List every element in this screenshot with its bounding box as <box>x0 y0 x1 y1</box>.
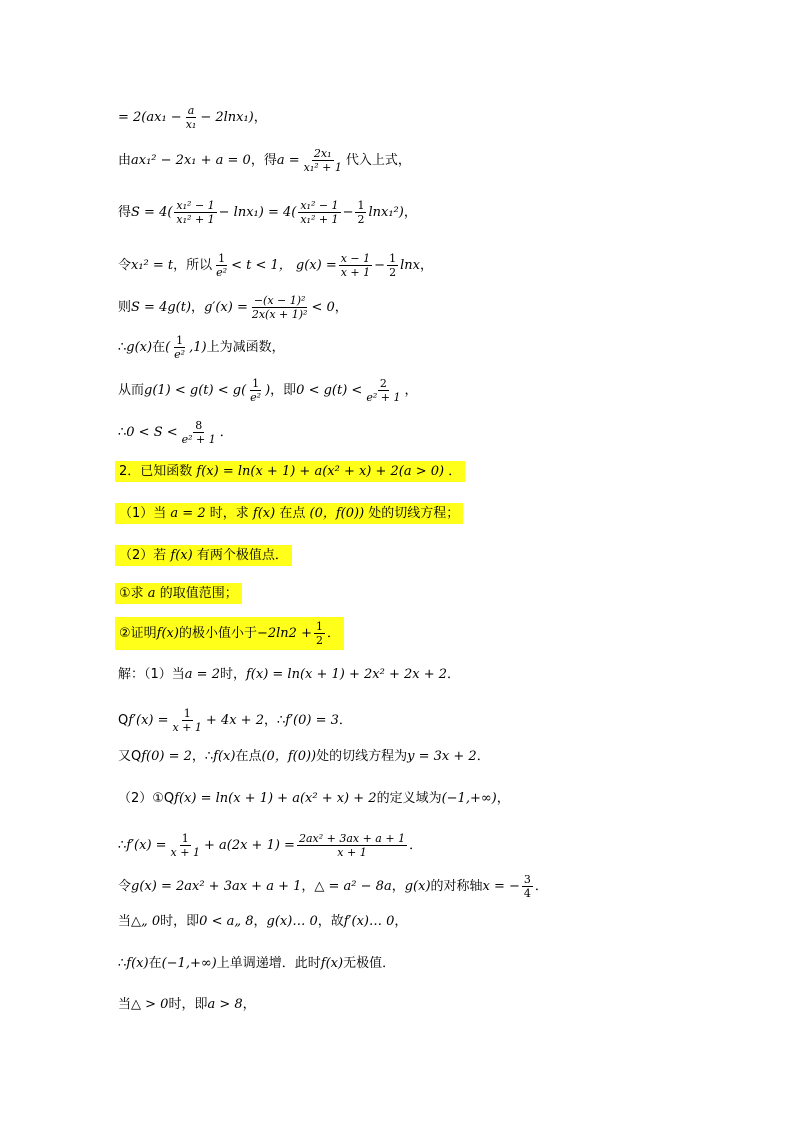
math-expr: − 2lnx₁) <box>200 110 254 125</box>
math-expr: g(1) < g(t) < g( <box>144 383 247 398</box>
math-expr: △„ 0 <box>131 914 161 929</box>
text: 时，即 <box>168 997 208 1012</box>
derivation-line-1 <box>118 105 267 130</box>
text: ∴ <box>118 340 127 355</box>
text: ∴ <box>118 956 127 971</box>
punct: ， <box>404 383 418 398</box>
text: 则 <box>118 300 132 315</box>
text: ，∴ <box>263 713 286 728</box>
fraction: $\frac{1}{2}$ <box>389 252 397 279</box>
fraction: $\frac{\text{−(x − 1)²}}{\text{2x(x + 1)²}}$ <box>251 294 308 321</box>
solution-line-5 <box>118 833 422 858</box>
math-expr: lnx₁²) <box>368 205 404 220</box>
math-expr: x₁² = t <box>131 258 174 273</box>
math-expr: a <box>147 586 156 601</box>
question-1 <box>118 503 463 524</box>
math-expr: g(x) = 2ax² + 3ax + a + 1 <box>131 879 302 894</box>
solution-line-4 <box>118 792 510 805</box>
fraction: $\frac{\text{x₁² − 1}}{\text{x₁² + 1}}$ <box>300 199 339 226</box>
math-expr: g(x) <box>404 879 431 894</box>
derivation-line-3 <box>118 200 417 225</box>
derivation-line-5 <box>118 295 348 320</box>
math-expr: − <box>374 258 386 273</box>
derivation-line-2 <box>118 148 411 173</box>
math-expr: f(x) <box>213 749 236 764</box>
punct: ， <box>334 300 348 315</box>
text: 代入上式， <box>345 153 411 168</box>
math-expr: − <box>342 205 354 220</box>
text: 的定义域为 <box>376 791 442 806</box>
text: 在 <box>152 340 166 355</box>
text: 解：（1）当 <box>118 667 185 682</box>
text: 又Q <box>118 749 142 764</box>
text: 2．已知函数 <box>119 464 193 479</box>
math-expr: lnx <box>400 258 420 273</box>
text: 在 <box>148 956 162 971</box>
math-expr: △ > 0 <box>131 997 169 1012</box>
text: ， <box>301 879 315 894</box>
text: 在点 <box>279 506 306 521</box>
math-expr: a = 2 <box>184 667 220 682</box>
derivation-line-8 <box>118 420 233 445</box>
math-expr: f(x) = ln(x + 1) + a(x² + x) + 2 <box>174 791 377 806</box>
highlight <box>115 545 292 566</box>
punct: ， <box>496 791 510 806</box>
highlight <box>115 503 463 524</box>
punct: ， <box>419 258 433 273</box>
math-expr: f(x) <box>320 956 344 971</box>
math-expr: f(0) = 2 <box>141 749 192 764</box>
math-expr: g′(x) = <box>204 300 248 315</box>
text: ，得 <box>250 153 277 168</box>
solution-line-7 <box>118 915 407 928</box>
math-expr: < 0 <box>311 300 335 315</box>
math-expr: (−1,+∞) <box>441 791 497 806</box>
fraction: $\frac{a}{\text{x₁}}$ <box>185 104 197 131</box>
text: 的取值范围； <box>159 586 238 601</box>
question-2 <box>118 545 292 566</box>
text: 处的切线方程为 <box>316 749 408 764</box>
text: 由 <box>118 153 132 168</box>
derivation-line-7 <box>118 378 417 403</box>
text: 令 <box>118 258 132 273</box>
math-expr: f(x) <box>252 506 276 521</box>
math-expr: ( <box>165 340 171 355</box>
math-expr: ax₁² − 2x₁ + a = 0 <box>131 153 251 168</box>
math-expr: f(x) = ln(x + 1) + a(x² + x) + 2(a > 0) <box>196 464 445 479</box>
text: 无极值． <box>343 956 396 971</box>
fraction: $\frac{x - 1}{x + 1}$ <box>340 252 371 279</box>
math-expr: a = 2 <box>170 506 206 521</box>
text: ，故 <box>317 914 344 929</box>
fraction: $\frac{1}{2}$ <box>357 199 365 226</box>
text: （1）当 <box>119 506 167 521</box>
punct: ， <box>394 914 408 929</box>
math-expr: △ = a² − 8a <box>314 879 392 894</box>
solution-line-6 <box>118 874 548 899</box>
math-expr: 0 < a„ 8 <box>199 914 254 929</box>
text: Q <box>118 713 129 728</box>
math-expr: f′(x) = <box>126 838 167 853</box>
punct: ， <box>403 205 417 220</box>
text: 时，即 <box>160 914 200 929</box>
text: ， <box>253 914 267 929</box>
punct: ． <box>476 749 490 764</box>
text: 上单调递增．此时 <box>216 956 321 971</box>
fraction: $\frac{1}{\text{e²}}$ <box>174 334 186 361</box>
math-expr: f(x) = ln(x + 1) + 2x² + 2x + 2 <box>245 667 448 682</box>
fraction: $\frac{3}{4}$ <box>523 873 531 900</box>
text: （2）①Q <box>118 791 175 806</box>
fraction: $\frac{\text{2ax² + 3ax + a + 1}}{x + 1}$ <box>298 832 406 859</box>
punct: ． <box>447 667 461 682</box>
math-expr: g(x) <box>126 340 153 355</box>
math-expr: < t < 1， g(x) = <box>231 258 337 273</box>
text: ，即 <box>270 383 297 398</box>
text: ， <box>191 300 205 315</box>
math-expr: + 4x + 2 <box>205 713 264 728</box>
math-expr: (0，f(0)) <box>261 749 317 764</box>
text: ∴ <box>118 838 127 853</box>
math-expr: (0，f(0)) <box>309 506 365 521</box>
text: 当 <box>118 914 132 929</box>
question-2b <box>118 617 344 650</box>
fraction: $\frac{\text{2x₁}}{\text{x₁² + 1}}$ <box>303 147 342 174</box>
math-expr: a = <box>276 153 300 168</box>
solution-line-8 <box>118 957 395 970</box>
fraction: $\frac{1}{\text{e²}}$ <box>216 252 228 279</box>
text: ，所以 <box>173 258 213 273</box>
math-expr: g(x)… 0 <box>266 914 318 929</box>
solution-line-9 <box>118 998 256 1011</box>
text: 处的切线方程； <box>368 506 460 521</box>
math-expr: + a(2x + 1) = <box>203 838 295 853</box>
punct: ， <box>242 997 256 1012</box>
fraction: $\frac{2}{\text{e² + 1}}$ <box>366 377 401 404</box>
text: 得 <box>118 205 132 220</box>
punct: ． <box>448 464 462 479</box>
fraction: $\frac{\text{x₁² − 1}}{\text{x₁² + 1}}$ <box>176 199 215 226</box>
text: 的对称轴 <box>430 879 483 894</box>
question-2a <box>118 583 242 604</box>
punct: ． <box>409 838 423 853</box>
math-expr: S = 4g(t) <box>131 300 192 315</box>
text: 有两个极值点． <box>196 548 288 563</box>
math-expr: f′(x) = <box>128 713 169 728</box>
text: 在点 <box>235 749 262 764</box>
fraction: $\frac{1}{x + 1}$ <box>170 832 200 859</box>
solution-line-2 <box>118 708 352 733</box>
highlight <box>115 617 344 650</box>
math-expr: 0 < S < <box>126 425 178 440</box>
punct: ． <box>219 425 233 440</box>
punct: ． <box>534 879 548 894</box>
text: ②证明 <box>119 626 157 641</box>
solution-line-1 <box>118 668 460 681</box>
fraction: $\frac{8}{\text{e² + 1}}$ <box>181 419 216 446</box>
math-expr: −2ln2 + <box>256 626 312 641</box>
punct: ． <box>338 713 352 728</box>
text: ∴ <box>118 425 127 440</box>
text: 的极小值小于 <box>178 626 257 641</box>
text: ， <box>391 879 405 894</box>
math-expr: ) <box>265 383 271 398</box>
math-expr: = 2(ax₁ − <box>118 110 182 125</box>
math-expr: f(x) <box>156 626 179 641</box>
math-expr: S = 4( <box>131 205 173 220</box>
solution-line-3 <box>118 750 490 763</box>
text: 时，求 <box>209 506 249 521</box>
punct: ， <box>253 110 267 125</box>
highlight <box>115 461 465 482</box>
text: （2）若 <box>119 548 167 563</box>
text: 令 <box>118 879 132 894</box>
math-expr: f(x) <box>170 548 193 563</box>
math-expr: f′(0) = 3 <box>285 713 339 728</box>
derivation-line-4 <box>118 253 433 278</box>
math-expr: f(x) <box>126 956 149 971</box>
math-expr: a > 8 <box>207 997 243 1012</box>
fraction: $\frac{1}{x + 1}$ <box>172 707 202 734</box>
math-expr: (−1,+∞) <box>161 956 217 971</box>
text: ①求 <box>119 586 144 601</box>
punct: ． <box>326 626 340 641</box>
highlight <box>115 583 242 604</box>
text: 从而 <box>118 383 145 398</box>
math-expr: y = 3x + 2 <box>407 749 477 764</box>
derivation-line-6 <box>118 335 285 360</box>
fraction: $\frac{1}{\text{e²}}$ <box>250 377 262 404</box>
problem-title <box>118 461 465 482</box>
math-expr: f′(x)… 0 <box>343 914 395 929</box>
math-expr: ,1) <box>189 340 207 355</box>
fraction: $\frac{1}{2}$ <box>315 620 323 647</box>
text: 当 <box>118 997 132 1012</box>
text: 时， <box>219 667 246 682</box>
math-expr: x = − <box>482 879 520 894</box>
text: 上为减函数， <box>206 340 285 355</box>
math-expr: 0 < g(t) < <box>296 383 363 398</box>
math-expr: − lnx₁) = 4( <box>218 205 297 220</box>
text: ，∴ <box>191 749 214 764</box>
